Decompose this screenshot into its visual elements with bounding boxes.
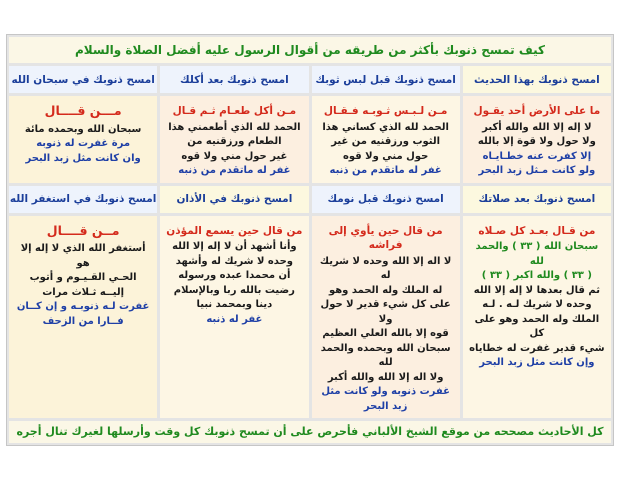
card-text-line: دينا وبمحمد نبيا <box>196 299 273 310</box>
card-result-line: غفر له ماتقدم من ذنبه <box>178 165 291 176</box>
card-text-line: سبحان الله وبحمده والحمد لله <box>320 342 451 368</box>
card-result-line: وإن كانت مثل زبد البحر <box>479 357 595 368</box>
card-after-prayer <box>463 216 611 419</box>
card-text-line: له الملك وله الحمد وهو <box>328 284 443 296</box>
card-text-line: ولا حول ولا قوة إلا بالله <box>477 136 596 147</box>
board-title: كيف تمسح ذنوبك بأكثر من طريقه من أقوال الرسول عليه أفضل الصلاة والسلام <box>9 37 611 63</box>
card-tasbih-line: سبحان الله ( ٣٣ ) والحمد لله <box>475 241 599 267</box>
header-after-prayer: امسح ذنوبك بعد صلاتك <box>463 186 611 213</box>
card-text-line: وأنا أشهد أن لا إله إلا الله <box>172 241 297 252</box>
card-result-line: غفر له ذنبه <box>206 313 263 325</box>
card-istighfar <box>9 216 157 419</box>
header-before-sleep: امسح ذنوبك قبل نومك <box>312 186 460 213</box>
card-result-line: غفرت لـه ذنوبـه و إن كــان <box>16 301 150 312</box>
card-text-line: ثم قال بعدها لا إله إلا الله <box>473 284 600 296</box>
card-intro: مـن أكل طعـام ثـم قـال <box>172 105 297 117</box>
card-intro: مـن لـبـس ثـوبـه فـقـال <box>323 105 448 117</box>
card-text-line: غير حول مني ولا قوه <box>181 150 288 162</box>
card-result-line: زبد البحر <box>363 400 408 412</box>
card-text-line: الثوب ورزقنيه من غير <box>331 136 441 147</box>
card-intro: ما على الأرض أحد يقـول <box>473 105 601 117</box>
header-this-hadith: امسح ذنوبك بهذا الحديث <box>463 66 611 93</box>
card-text-line: الحمد لله الذي كساني هذا <box>322 121 449 133</box>
card-result-line: إلا كفرت عنه خطـايـاه <box>482 150 592 162</box>
card-text-line: شيء قدير غفرت له خطاياه <box>469 342 605 354</box>
card-result-line: غفرت ذنوبه ولو كانت مثل <box>321 386 450 397</box>
card-text-line: ولا اله إلا الله والله أكبر <box>327 371 444 383</box>
header-subhan-allah: امسح ذنوبك في سبحان الله <box>9 66 157 93</box>
card-before-sleep <box>312 216 460 419</box>
card-intro: مـــن قــــال <box>44 103 122 118</box>
card-text-line: أستغفر الله الذي لا إله إلا هو <box>20 243 146 269</box>
card-result-line: غفر له ماتقدم من ذنبه <box>329 165 442 176</box>
card-after-eating <box>160 96 308 183</box>
card-text-line: الحمد لله الذي أطعمني هذا <box>168 121 301 133</box>
board-footer: كل الأحاديث مصححه من موقع الشيخ الألباني فأحرص على أن تمسح ذنوبك كل وقت وأرسلها لغيرك تنال أجره <box>9 421 611 443</box>
card-text-line: سبحان الله وبحمده مائة <box>24 123 142 135</box>
card-result-line: ولو كانت مـثل زبد البحر <box>478 165 596 176</box>
card-text-line: رضيت بالله ربا وبالإسلام <box>173 284 295 296</box>
header-istighfar: امسح ذنوبك في استغفر الله <box>9 186 157 213</box>
card-text-line: الطعام ورزقنيه من <box>187 136 282 147</box>
hadith-grid <box>9 66 611 418</box>
card-this-hadith <box>463 96 611 183</box>
card-result-line: وان كانت مثل زبد البحر <box>25 152 141 164</box>
hadith-board <box>6 34 614 446</box>
header-after-eating: امسح ذنوبك بعد أكلك <box>160 66 308 93</box>
card-result-line: مرة غفرت له ذنوبه <box>36 138 131 149</box>
card-tasbih-line: ( ٣٣ ) والله اكبر ( ٣٣ ) <box>481 270 592 281</box>
card-text-line: حول مني ولا قوه <box>342 150 429 162</box>
card-text-line: وحده لا شريك لـه . لـه <box>482 299 592 310</box>
card-before-dressing <box>312 96 460 183</box>
card-text-line: وحده لا شريك له وأشهد <box>175 255 294 267</box>
card-text-line: لا اله إلا الله وحده لا شريك له <box>319 255 452 281</box>
card-intro: من قال حين يسمع المؤذن <box>166 224 303 237</box>
card-text-line: أن محمدا عبده ورسوله <box>178 270 291 281</box>
header-adhan: امسح ذنوبك في الأذان <box>160 186 308 213</box>
card-text-line: الملك وله الحمد وهو على كل <box>474 313 600 339</box>
card-text-line: قوه إلا بالله العلي العظيم <box>322 328 449 339</box>
header-before-dressing: امسح ذنوبك قبل لبس ثوبك <box>312 66 460 93</box>
card-result-line: فــارا من الزحف <box>42 315 124 327</box>
card-intro: من قـال بعـد كل صـلاه <box>478 224 596 237</box>
card-subhan-allah <box>9 96 157 183</box>
card-intro: من قال حين يأوي إلى فراشه <box>328 224 443 251</box>
card-adhan <box>160 216 308 419</box>
card-text-line: إليــه ثـلاث مرات <box>42 286 125 298</box>
card-text-line: الحـي القـيـوم و أتوب <box>29 272 137 283</box>
card-text-line: لا إله إلا الله والله أكبر <box>482 121 592 133</box>
card-intro: مــن قــــال <box>46 222 120 238</box>
card-text-line: على كل شيء قدير لا حول ولا <box>320 299 451 325</box>
